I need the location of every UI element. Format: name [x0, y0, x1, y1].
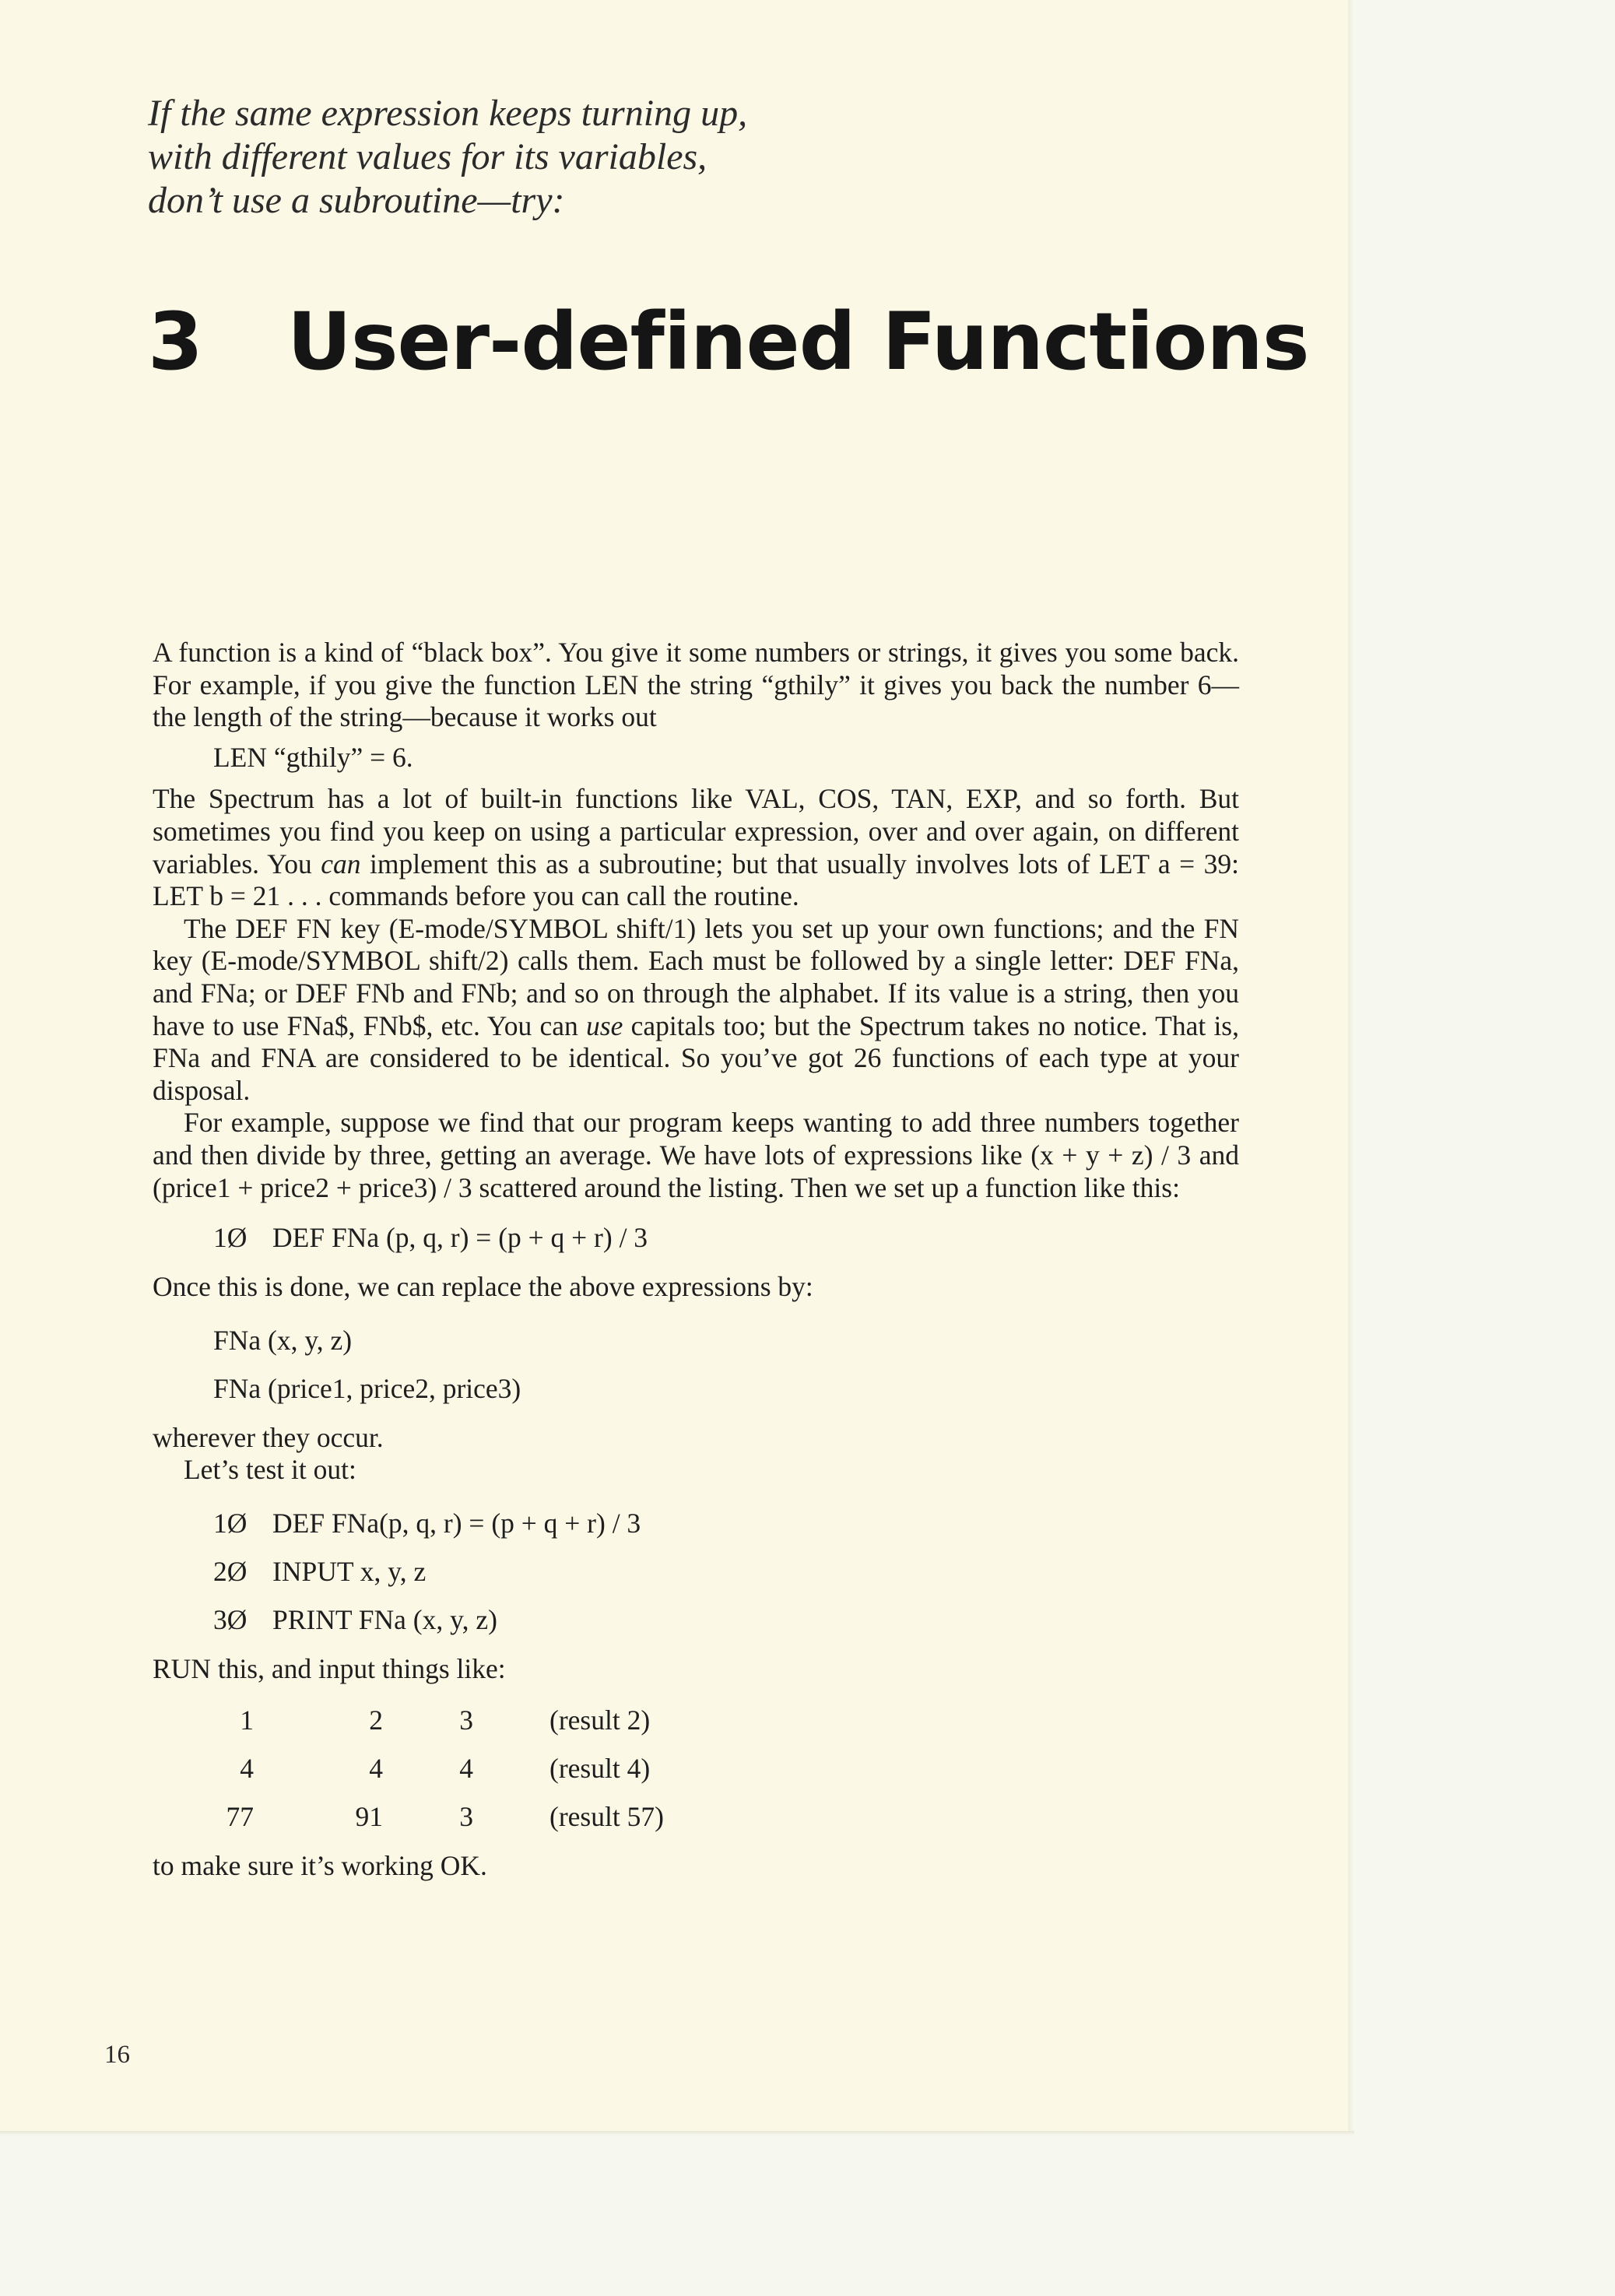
chapter-title: User-defined Functions [287, 296, 1309, 388]
line-number: 3Ø [213, 1603, 248, 1635]
paragraph-text: The DEF FN key (E-mode/SYMBOL shift/1) lets you set up your own functions; and the FN key (E-mode/SYMBOL shift/2) calls them. Each must be followed by a single letter: DEF FNa, and FNa; or DEF FNb and FNb; and so on through the alphabet. If its value is a string, then you have to use FNa$, FNb$, etc. You can [153, 912, 1239, 1041]
input-value: 2 [369, 1704, 383, 1736]
paragraph: RUN this, and input things like: [153, 1652, 506, 1684]
epigraph [148, 92, 926, 223]
epigraph-line: with different values for its variables, [148, 136, 707, 177]
paragraph: For example, suppose we find that our program keeps wanting to add three numbers together and then divide by three, getting an average. We have lots of expressions like (x + y + z) / 3 and (price1 + price2 + price3) / 3 scattered around the listing. Then we set up a function like this: [153, 1107, 1239, 1203]
code-text: PRINT FNa (x, y, z) [272, 1603, 497, 1635]
replacement-expressions [213, 1316, 1239, 1413]
body-text [153, 637, 1239, 1883]
code-example [213, 1213, 1239, 1262]
code-expression: LEN “gthily” = 6. [213, 741, 413, 773]
input-row [153, 1744, 1239, 1792]
line-number: 2Ø [213, 1555, 248, 1587]
page-edge [1348, 0, 1354, 2131]
input-value: 1 [240, 1704, 254, 1736]
line-number: 1Ø [213, 1222, 248, 1254]
code-text: DEF FNa(p, q, r) = (p + q + r) / 3 [272, 1507, 641, 1539]
paragraph-text: implement this as a subroutine; but that usually involves lots of LET a = 39: LET b = 21 . . . commands before you can call the routine. [153, 848, 1239, 912]
input-row [153, 1696, 1239, 1744]
epigraph-line: If the same expression keeps turning up, [148, 93, 748, 134]
paragraph [153, 783, 1239, 912]
code-line [213, 1547, 1239, 1596]
code-line [213, 1596, 1239, 1644]
code-line [213, 1213, 1239, 1262]
page-bottom-edge [0, 2131, 1354, 2136]
result-note: (result 4) [549, 1753, 651, 1785]
paragraph: Let’s test it out: [184, 1454, 356, 1486]
page-number: 16 [104, 2041, 130, 2069]
input-value: 4 [240, 1753, 254, 1785]
code-text: INPUT x, y, z [272, 1555, 427, 1587]
input-value: 4 [369, 1753, 383, 1785]
paragraph-text: capitals too; but the Spectrum takes no notice. That is, FNa and FNA are considered to be identical. So you’ve got 26 functions of each type at your disposal. [153, 1009, 1239, 1106]
code-line: FNa (price1, price2, price3) [213, 1372, 521, 1404]
code-line: FNa (x, y, z) [213, 1324, 353, 1356]
paragraph: wherever they occur. [153, 1421, 384, 1453]
emphasis: can [321, 848, 361, 879]
paragraph: Once this is done, we can replace the above expressions by: [153, 1271, 813, 1303]
input-value: 3 [459, 1704, 473, 1736]
paragraph: A function is a kind of “black box”. You give it some numbers or strings, it gives you some back. For example, if you give the function LEN the string “gthily” it gives you back the number 6—the length of the string—because it works out [153, 637, 1239, 733]
paragraph: to make sure it’s working OK. [153, 1850, 487, 1882]
test-program [213, 1499, 1239, 1644]
input-examples [153, 1696, 1239, 1841]
result-note: (result 57) [549, 1801, 664, 1833]
paragraph [153, 913, 1239, 1108]
emphasis: use [586, 1009, 623, 1041]
paragraph-text: The Spectrum has a lot of built-in functions like VAL, COS, TAN, EXP, and so forth. But sometimes you find you keep on using a particular expression, over and over again, on different variables. You [153, 783, 1239, 879]
input-value: 4 [459, 1753, 473, 1785]
input-value: 91 [355, 1801, 383, 1833]
input-row [153, 1792, 1239, 1841]
chapter-number: 3 [148, 296, 202, 388]
result-note: (result 2) [549, 1704, 651, 1736]
line-number: 1Ø [213, 1507, 248, 1539]
code-text: DEF FNa (p, q, r) = (p + q + r) / 3 [272, 1222, 648, 1254]
input-value: 3 [459, 1801, 473, 1833]
code-line [213, 1499, 1239, 1547]
chapter-heading [148, 296, 1309, 389]
input-value: 77 [226, 1801, 254, 1833]
epigraph-line: don’t use a subroutine—try: [148, 180, 565, 221]
